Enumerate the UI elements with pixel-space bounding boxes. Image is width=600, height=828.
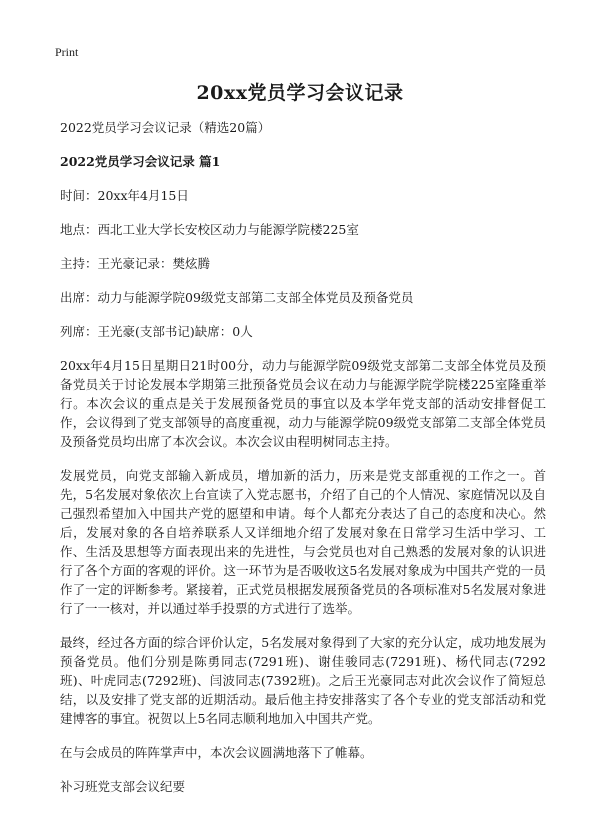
paragraph-opening: 20xx年4月15日星期日21时00分，动力与能源学院09级党支部第二支部全体党员及预备党员关于讨论发展本学期第三批预备党员会议在动力与能源学院学院楼225室隆重举行。本次会议的重点是关于发展预备党员的事宜以及本学年党支部的活动安排督促工作，会议得到了党支部领导的高度重视，动力与能源学院09级党支部第二支部全体党员及预备党员均出席了本次会议。本次会议由程明树同志主持。 bbox=[60, 358, 546, 449]
document-body bbox=[60, 118, 546, 811]
next-section-title: 补习班党支部会议纪要 bbox=[60, 779, 186, 794]
document-subtitle: 2022党员学习会议记录（精选20篇） bbox=[60, 120, 271, 135]
meeting-place: 地点：西北工业大学长安校区动力与能源学院楼225室 bbox=[60, 222, 359, 237]
meeting-attendees: 出席：动力与能源学院09级党支部第二支部全体党员及预备党员 bbox=[60, 290, 414, 305]
document-title: 20xx党员学习会议记录 bbox=[196, 82, 404, 104]
paragraph-closing: 在与会成员的阵阵掌声中，本次会议圆满地落下了帷幕。 bbox=[60, 745, 373, 760]
print-link[interactable]: Print bbox=[55, 45, 79, 59]
paragraph-result: 最终，经过各方面的综合评价认定，5名发展对象得到了大家的充分认定，成功地发展为预备党员。他们分别是陈勇同志(7291班)、谢佳骏同志(7291班)、杨代同志(7292班)、叶虎同志(7292班)、闫波同志(7392班)。之后王光豪同志对此次会议作了简短总结，以及安排了党支部的近期活动。最后他主持安排落实了各个专业的党支部活动和党建博客的事宜。祝贺以上5名同志顺利地加入中国共产党。 bbox=[60, 635, 546, 726]
meeting-observers: 列席：王光豪(支部书记)缺席：0人 bbox=[60, 324, 253, 339]
section-heading: 2022党员学习会议记录 篇1 bbox=[60, 154, 221, 169]
meeting-host: 主持：王光豪记录：樊炫腾 bbox=[60, 256, 211, 271]
paragraph-development: 发展党员，向党支部输入新成员，增加新的活力，历来是党支部重视的工作之一。首先，5名发展对象依次上台宣读了入党志愿书，介绍了自己的个人情况、家庭情况以及自己强烈希望加入中国共产党的愿望和申请。每个人都充分表达了自己的态度和决心。然后，发展对象的各自培养联系人又详细地介绍了发展对象在日常学习生活中学习、工作、生活及思想等方面表现出来的先进性，与会党员也对自己熟悉的发展对象的认识进行了各个方面的客观的评价。这一环节为是否吸收这5名发展对象成为中国共产党的一员作了一定的评断参考。紧接着，正式党员根据发展预备党员的各项标准对5名发展对象进行了一一核对，并以通过举手投票的方式进行了选举。 bbox=[60, 468, 546, 616]
meeting-time: 时间：20xx年4月15日 bbox=[60, 188, 189, 203]
